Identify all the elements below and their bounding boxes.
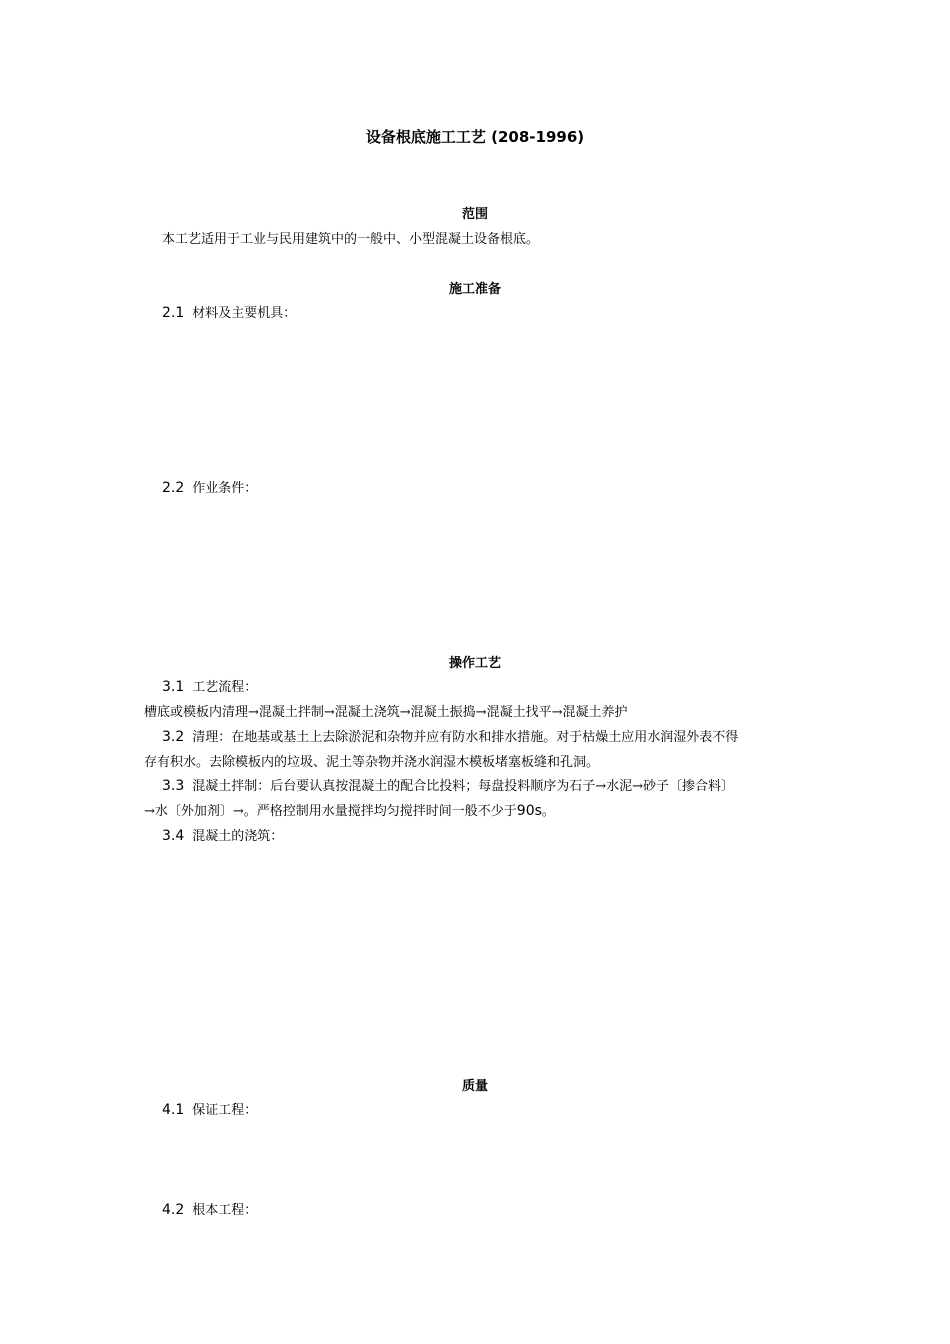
item-3-3-continuation bbox=[144, 800, 555, 819]
item-text: 作业条件： bbox=[192, 481, 258, 496]
item-number: 3.4 bbox=[162, 828, 185, 844]
item-text: 清理：在地基或基土上去除淤泥和杂物并应有防水和排水措施。对于枯燥土应用水润湿外表不得 bbox=[192, 730, 739, 745]
section-heading-prep: 施工准备 bbox=[448, 282, 501, 297]
item-number: 4.2 bbox=[162, 1202, 185, 1218]
document-title: 设备根底施工工艺 (208-1996) bbox=[365, 128, 585, 146]
scope-text: 本工艺适用于工业与民用建筑中的一般中、小型混凝土设备根底。 bbox=[162, 232, 540, 247]
item-4-1 bbox=[162, 1099, 257, 1118]
section-heading-quality: 质量 bbox=[461, 1079, 488, 1094]
item-number: 2.1 bbox=[162, 305, 185, 321]
item-2-1 bbox=[162, 302, 296, 321]
item-text: 混凝土拌制：后台要认真按混凝土的配合比投料；每盘投料顺序为石子→水泥→砂子〔掺合料〕 bbox=[192, 779, 735, 794]
section-heading-scope: 范围 bbox=[461, 207, 488, 222]
process-flow: 槽底或模板内清理→混凝土拌制→混凝土浇筑→混凝土振捣→混凝土找平→混凝土养护 bbox=[144, 705, 628, 720]
item-number: 3.2 bbox=[162, 729, 185, 745]
item-text: 保证工程： bbox=[192, 1103, 258, 1118]
item-text: 。 bbox=[541, 804, 555, 819]
item-3-2 bbox=[162, 726, 738, 745]
item-3-4 bbox=[162, 825, 283, 844]
item-3-2-continuation: 存有积水。去除模板内的垃圾、泥土等杂物并浇水润湿木模板堵塞板缝和孔洞。 bbox=[144, 755, 600, 770]
item-number: 3.1 bbox=[162, 679, 185, 695]
item-text: 根本工程： bbox=[192, 1203, 258, 1218]
item-text: 混凝土的浇筑： bbox=[192, 829, 284, 844]
item-4-2 bbox=[162, 1199, 257, 1218]
item-number: 3.3 bbox=[162, 778, 185, 794]
item-number: 4.1 bbox=[162, 1102, 185, 1118]
item-text: 材料及主要机具： bbox=[192, 306, 297, 321]
item-2-2 bbox=[162, 477, 257, 496]
section-heading-process: 操作工艺 bbox=[448, 656, 501, 671]
item-3-3 bbox=[162, 775, 734, 794]
item-number: 2.2 bbox=[162, 480, 185, 496]
mix-time-value: 90s bbox=[516, 803, 542, 819]
item-text: 工艺流程： bbox=[192, 680, 258, 695]
item-text: →水〔外加剂〕→。严格控制用水量搅拌均匀搅拌时间一般不少于 bbox=[144, 804, 517, 819]
item-3-1 bbox=[162, 676, 257, 695]
